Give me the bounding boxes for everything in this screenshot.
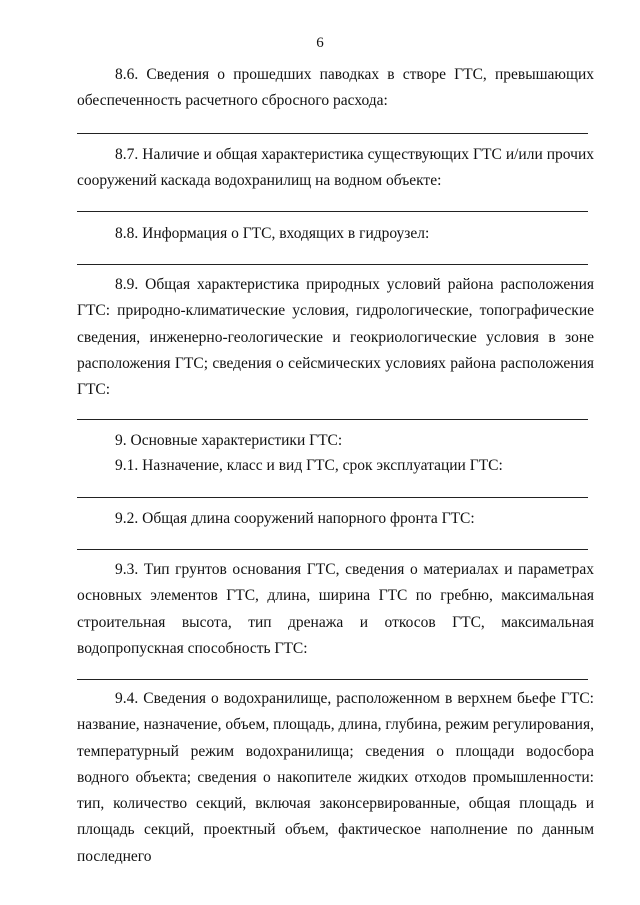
page-number: 6 — [316, 35, 324, 51]
answer-line-9-3 — [77, 679, 588, 680]
answer-line-8-8 — [77, 264, 588, 265]
section-9-3-text: 9.3. Тип грунтов основания ГТС, сведения о материалах и параметрах основных элементов ГТС, длина, ширина ГТС по гребню, максимальная строительная высота, тип дренажа и откосов ГТС, максимальная водопропускная способность ГТС: — [77, 561, 594, 657]
section-9-4-text: 9.4. Сведения о водохранилище, расположенном в верхнем бьефе ГТС: название, назначение, объем, площадь, длина, глубина, режим регулирования, температурный режим водохранилища; сведения о площади водосбора водного объекта; сведения о накопителе жидких отходов промышленности: тип, количество секций, включая законсервированные, общая площадь и площадь секций, проектный объем, фактическое наполнение по данным последнего — [77, 690, 594, 865]
section-9-1-text: 9.1. Назначение, класс и вид ГТС, срок эксплуатации ГТС: — [115, 457, 503, 474]
answer-line-8-6 — [77, 133, 588, 134]
section-8-9-text: 8.9. Общая характеристика природных условий района расположения ГТС: природно-климатические условия, гидрологические, топографические сведения, инженерно-геологические и геокриологические условия в зоне расположения ГТС; сведения о сейсмических условиях района расположения ГТС: — [77, 276, 594, 399]
section-9-2-text: 9.2. Общая длина сооружений напорного фронта ГТС: — [115, 510, 475, 527]
answer-line-9-2 — [77, 549, 588, 550]
section-9-heading: 9. Основные характеристики ГТС: — [115, 432, 343, 449]
section-8-7-text: 8.7. Наличие и общая характеристика существующих ГТС и/или прочих сооружений каскада водохранилищ на водном объекте: — [77, 146, 594, 190]
section-8-8-text: 8.8. Информация о ГТС, входящих в гидроузел: — [115, 225, 430, 242]
answer-line-9-1 — [77, 497, 588, 498]
section-8-6-text: 8.6. Сведения о прошедших паводках в створе ГТС, превышающих обеспеченность расчетного сбросного расхода: — [77, 66, 594, 110]
answer-line-8-7 — [77, 211, 588, 212]
answer-line-8-9 — [77, 419, 588, 420]
